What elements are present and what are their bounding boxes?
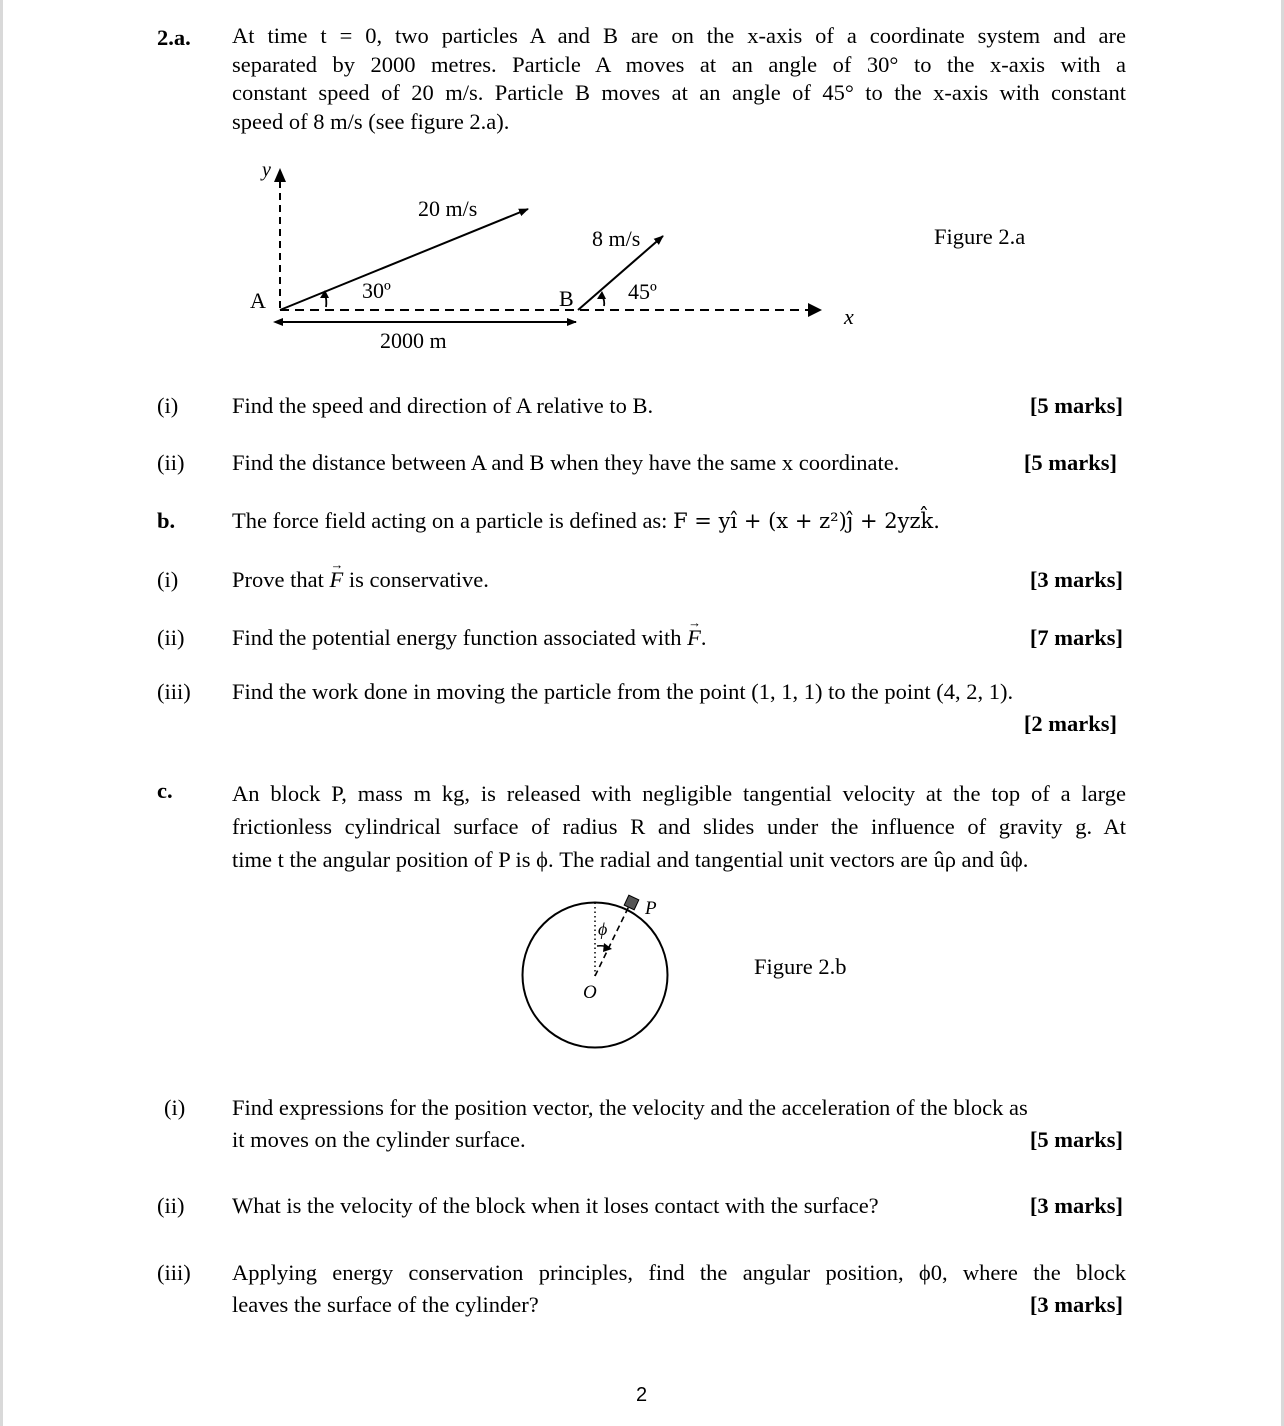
question-text: Find the speed and direction of A relative to B. bbox=[232, 393, 654, 418]
part-number: (iii) bbox=[157, 1260, 191, 1285]
y-axis-arrowhead bbox=[274, 168, 286, 182]
question-text: Find the work done in moving the particle from the point (1, 1, 1) to the point (4, 2, 1). bbox=[232, 679, 1014, 704]
marks-label: [5 marks] bbox=[1029, 393, 1123, 418]
intro-line: separated by 2000 metres. Particle A moves at an angle of 30° to the x-axis with a bbox=[232, 51, 1126, 77]
text-after: . bbox=[700, 625, 707, 650]
block-p bbox=[624, 895, 639, 910]
question-text-line: Applying energy conservation principles, find the angular position, ϕ0, where the block bbox=[232, 1260, 1126, 1285]
intro-line: frictionless cylindrical surface of radius R and slides under the influence of gravity g. At bbox=[232, 814, 1126, 839]
angle-b-label: 45º bbox=[628, 279, 657, 304]
intro-line: speed of 8 m/s (see figure 2.a). bbox=[232, 108, 510, 134]
part-number: (i) bbox=[157, 393, 179, 418]
question-text-line: Find expressions for the position vector, the velocity and the acceleration of the block as bbox=[232, 1095, 1028, 1120]
question-label-2b: b. bbox=[157, 508, 176, 533]
force-field-formula: F = yî + (x + z²)ĵ + 2yzk̂. bbox=[673, 509, 940, 533]
question-2a-intro bbox=[232, 22, 1126, 136]
figure-2a bbox=[230, 150, 880, 365]
figure-2a-caption: Figure 2.a bbox=[934, 224, 1026, 249]
figure-2b bbox=[510, 888, 680, 1053]
intro-text: The force field acting on a particle is defined as: bbox=[232, 508, 668, 533]
intro-line: time t the angular position of P is ϕ. The radial and tangential unit vectors are ûρ and ûϕ. bbox=[232, 847, 1029, 872]
point-p-label: P bbox=[645, 898, 657, 919]
point-a-label: A bbox=[250, 288, 266, 313]
vector-symbol: F → bbox=[687, 622, 701, 654]
separation-label: 2000 m bbox=[380, 328, 447, 353]
speed-b-label: 8 m/s bbox=[592, 226, 641, 251]
question-text-line: leaves the surface of the cylinder? bbox=[232, 1292, 539, 1317]
y-axis-label: y bbox=[262, 159, 271, 181]
question-2b-intro bbox=[232, 505, 940, 537]
text-before: Find the potential energy function associated with bbox=[232, 625, 682, 650]
marks-label: [7 marks] bbox=[1029, 625, 1123, 650]
part-number: (i) bbox=[164, 1095, 186, 1120]
part-number: (ii) bbox=[157, 450, 185, 475]
speed-a-label: 20 m/s bbox=[418, 196, 478, 221]
part-number: (ii) bbox=[157, 1193, 185, 1218]
question-label-2a: 2.a. bbox=[157, 25, 191, 50]
text-before: Prove that bbox=[232, 567, 324, 592]
velocity-a-line bbox=[280, 209, 528, 310]
vector-symbol: F → bbox=[329, 564, 343, 596]
question-text bbox=[232, 622, 706, 654]
question-text-line: it moves on the cylinder surface. bbox=[232, 1127, 526, 1152]
question-text: Find the distance between A and B when they have the same x coordinate. bbox=[232, 450, 900, 475]
figure-2b-caption: Figure 2.b bbox=[754, 954, 847, 979]
page-edge-left bbox=[0, 0, 3, 1426]
question-label-2c: c. bbox=[157, 778, 173, 803]
question-text: What is the velocity of the block when it loses contact with the surface? bbox=[232, 1193, 879, 1218]
marks-label: [3 marks] bbox=[1029, 1292, 1123, 1317]
marks-label: [3 marks] bbox=[1029, 1193, 1123, 1218]
origin-label: O bbox=[583, 982, 597, 1003]
marks-label: [3 marks] bbox=[1029, 567, 1123, 592]
question-text bbox=[232, 564, 489, 596]
x-axis-arrowhead bbox=[808, 303, 822, 317]
part-number: (iii) bbox=[157, 679, 191, 704]
marks-label: [5 marks] bbox=[1029, 1127, 1123, 1152]
intro-line: constant speed of 20 m/s. Particle B moves at an angle of 45° to the x-axis with constant bbox=[232, 80, 1126, 105]
question-text bbox=[232, 1257, 1126, 1321]
question-2c-intro bbox=[232, 777, 1126, 876]
radius-line bbox=[595, 904, 630, 976]
page-number: 2 bbox=[636, 1384, 648, 1406]
text-after: is conservative. bbox=[348, 567, 489, 592]
marks-label: [5 marks] bbox=[1023, 450, 1117, 475]
marks-label: [2 marks] bbox=[1023, 711, 1117, 736]
angle-a-label: 30º bbox=[362, 278, 391, 303]
angle-label: ϕ bbox=[598, 919, 608, 939]
intro-line: At time t = 0, two particles A and B are on the x-axis of a coordinate system and are bbox=[232, 23, 1126, 48]
point-b-label: B bbox=[559, 286, 574, 311]
part-number: (i) bbox=[157, 567, 179, 592]
x-axis-label: x bbox=[844, 304, 854, 329]
intro-line: An block P, mass m kg, is released with negligible tangential velocity at the top of a large bbox=[232, 781, 1126, 806]
part-number: (ii) bbox=[157, 625, 185, 650]
